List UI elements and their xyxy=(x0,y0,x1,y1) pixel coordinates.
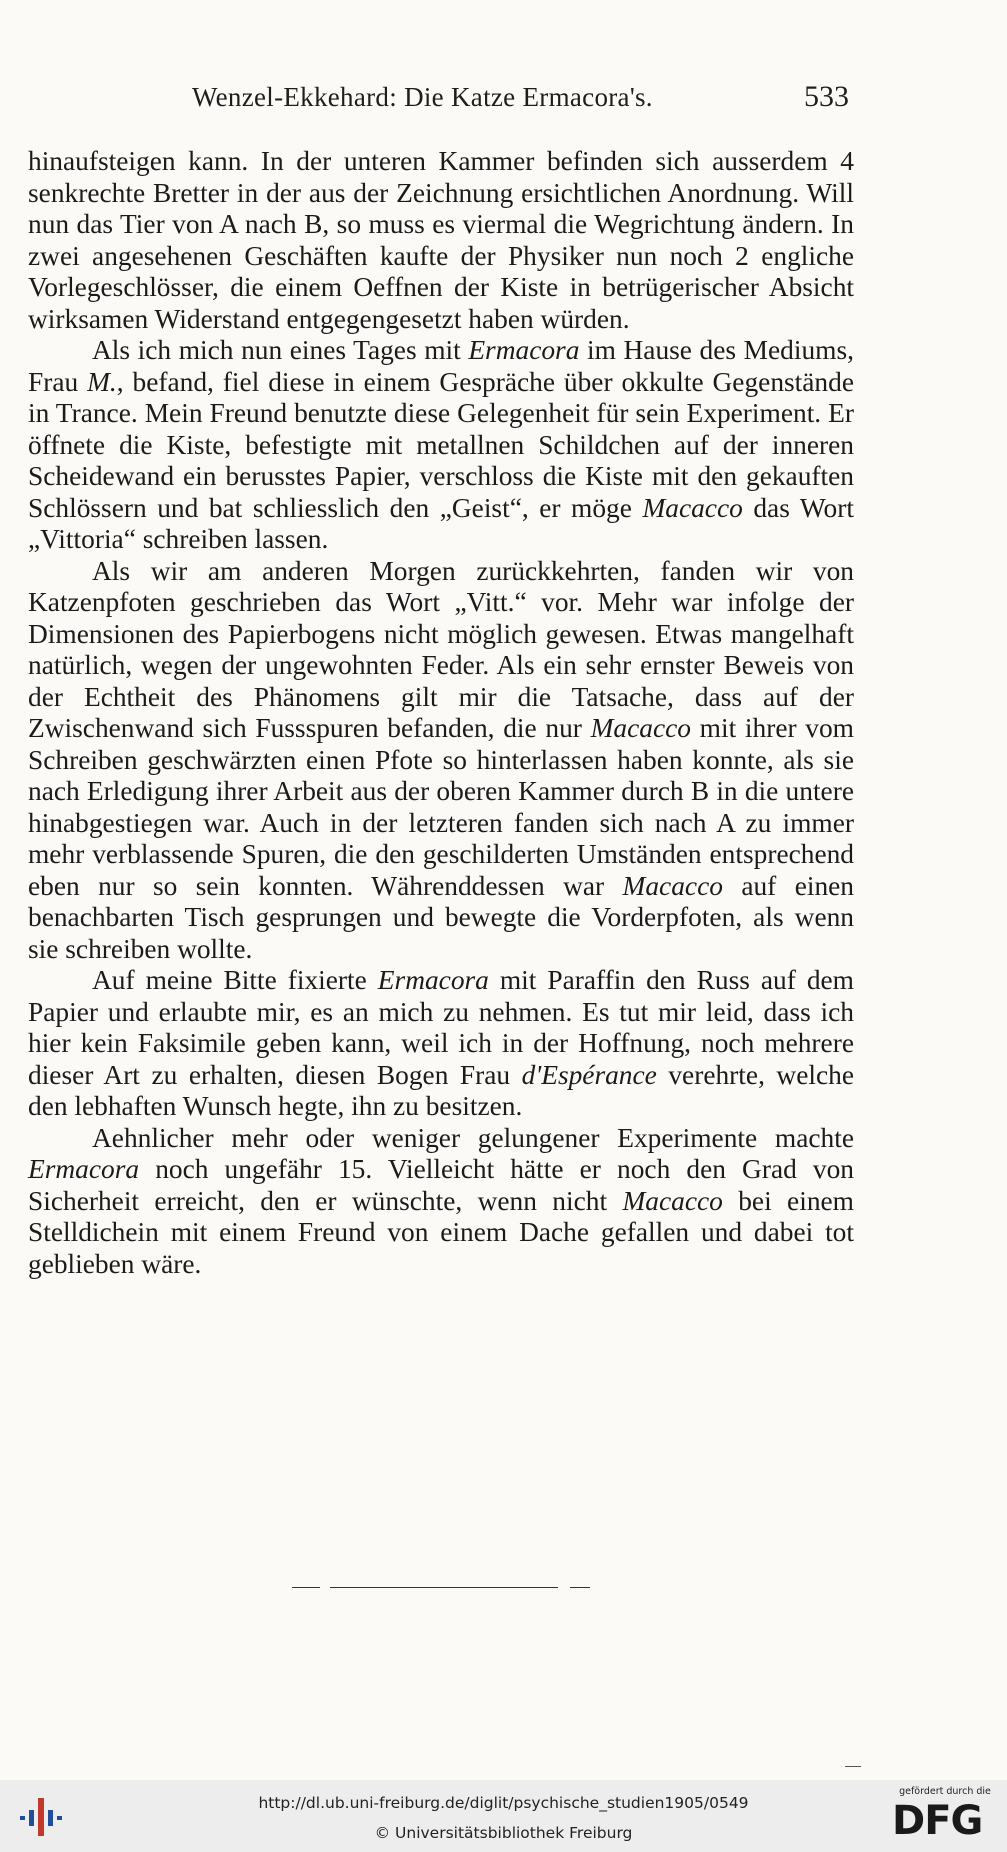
italic-name: Macacco xyxy=(642,492,743,523)
italic-name: Macacco xyxy=(622,1185,723,1216)
body-text xyxy=(28,146,854,1280)
section-end-rule xyxy=(292,1587,590,1588)
italic-name: Ermacora xyxy=(468,335,580,365)
italic-name: Ermacora xyxy=(377,965,489,995)
italic-name: Ermacora xyxy=(28,1154,140,1184)
paragraph xyxy=(28,965,854,1123)
italic-name: Macacco xyxy=(622,870,723,901)
text-run: mit Paraffin den Russ auf dem Papier und erlaubte mir, es an mich zu nehmen. Es tut mir leid, dass ich hier kein Faksimile geben kann, weil ich in der Hoffnung, noch mehrere dieser Art zu erhalten, diesen Bogen Frau xyxy=(28,965,854,1090)
viewer-footer xyxy=(0,1780,1007,1852)
text-run: noch ungefähr 15. Vielleicht hätte er noch den Grad von Sicherheit erreicht, den er wünschte, wenn nicht xyxy=(28,1154,854,1216)
section-end-rule-gap xyxy=(558,1584,570,1590)
italic-name: d'Espérance xyxy=(521,1059,657,1090)
text-run: auf einen benachbarten Tisch gesprungen und bewegte die Vorderpfoten, als wenn sie schreiben wollte. xyxy=(28,870,855,964)
permalink-url[interactable]: http://dl.ub.uni-freiburg.de/diglit/psychische_studien1905/0549 xyxy=(258,1794,749,1812)
text-run: bei einem Stelldichein mit einem Freund von einem Dache gefallen und dabei tot geblieben wäre. xyxy=(28,1185,854,1279)
running-head: Wenzel-Ekkehard: Die Katze Ermacora's. xyxy=(192,82,653,112)
text-run: Als ich mich nun eines Tages mit xyxy=(92,335,469,365)
text-run: hinaufsteigen kann. In der unteren Kammer befinden sich ausserdem 4 senkrechte Bretter in der aus der Zeichnung ersichtlichen Anordnung. Will nun das Tier von A nach B, so muss es viermal die Wegrichtung ändern. In zwei angesehenen Geschäften kaufte der Physiker nun noch 2 engliche Vorlegeschlösser, die einem Oeffnen der Kiste in betrügerischer Absicht wirksamen Widerstand entgegengesetzt haben würden. xyxy=(28,146,854,334)
paragraph xyxy=(28,556,854,966)
italic-name: Macacco xyxy=(590,713,691,743)
dfg-logo[interactable]: DFG xyxy=(892,1798,983,1844)
page-number: 533 xyxy=(804,80,849,113)
text-run: mit ihrer vom Schreiben geschwärzten einen Pfote so hinterlassen haben konnte, als sie nach Erledigung ihrer Arbeit aus der oberen Kammer durch B in die untere hinabgestiegen war. Auch in der letzteren fanden sich nach A zu immer mehr verblassende Spuren, die den geschilderten Umständen entsprechend eben nur so sein konnten. Währenddessen war xyxy=(28,713,854,901)
paragraph xyxy=(28,146,854,335)
text-run: das Wort „Vittoria“ schreiben lassen. xyxy=(28,492,854,554)
text-run: verehrte, welche den lebhaften Wunsch hegte, ihn zu besitzen. xyxy=(28,1059,854,1121)
text-run: Auf meine Bitte fixierte xyxy=(92,965,378,995)
text-run: Aehnlicher mehr oder weniger gelungener Experimente machte xyxy=(92,1122,854,1153)
paragraph xyxy=(28,1123,854,1281)
scan-mark xyxy=(845,1766,861,1767)
text-run: im Hause des Mediums, Frau xyxy=(28,335,854,397)
dfg-funding-note: gefördert durch die xyxy=(899,1786,991,1797)
section-end-rule-gap xyxy=(320,1584,330,1590)
paragraph xyxy=(28,335,854,556)
copyright-notice: © Universitätsbibliothek Freiburg xyxy=(374,1824,633,1842)
italic-name: M. xyxy=(87,366,117,397)
text-run: , befand, fiel diese in einem Gespräche über okkulte Gegenstände in Trance. Mein Freund benutzte diese Gelegenheit für sein Experiment. Er öffnete die Kiste, befestigte mit metallnen Schildchen auf der inneren Scheidewand ein berusstes Papier, verschloss die Kiste mit den gekauften Schlössern und bat schliesslich den „Geist“, er möge xyxy=(28,366,854,523)
text-run: Als wir am anderen Morgen zurückkehrten, fanden wir von Katzenpfoten geschrieben das Wort „Vitt.“ vor. Mehr war infolge der Dimensionen des Papierbogens nicht möglich gewesen. Etwas mangelhaft natürlich, wegen der ungewohnten Feder. Als ein sehr ernster Beweis von der Echtheit des Phänomens gilt mir die Tatsache, dass auf der Zwischenwand sich Fussspuren befanden, die nur xyxy=(28,555,854,743)
